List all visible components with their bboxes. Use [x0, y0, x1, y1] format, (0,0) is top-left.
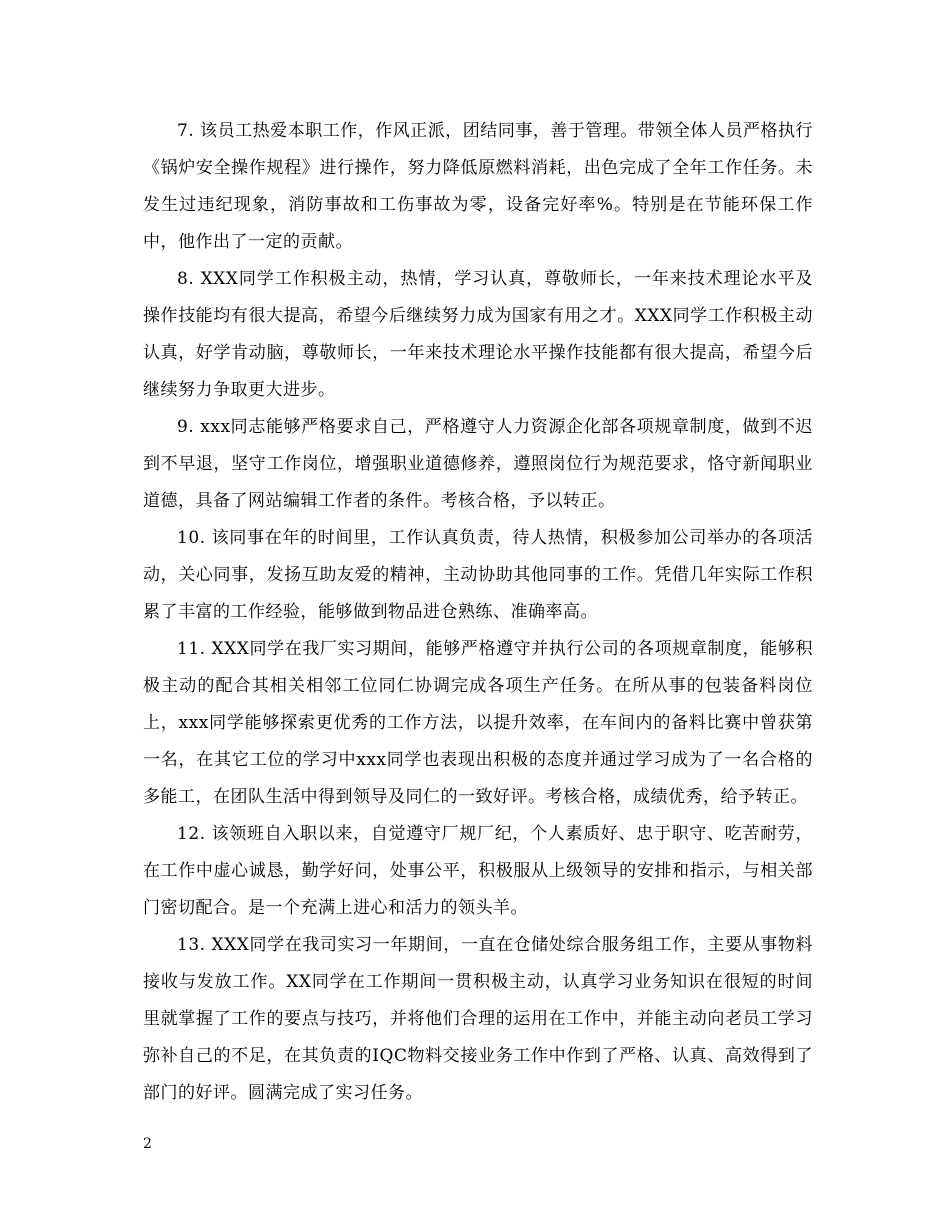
paragraph-8: 8. XXX同学工作积极主动，热情，学习认真，尊敬师长，一年来技术理论水平及操作技能均有很大提高，希望今后继续努力成为国家有用之才。XXX同学工作积极主动认真，好学肯动脑，尊敬师长，一年来技术理论水平操作技能都有很大提高，希望今后继续努力争取更大进步。	[143, 269, 813, 400]
paragraph-13: 13. XXX同学在我司实习一年期间，一直在仓储处综合服务组工作，主要从事物料接收与发放工作。XX同学在工作期间一贯积极主动，认真学习业务知识在很短的时间里就掌握了工作的要点与技巧，并将他们合理的运用在工作中，并能主动向老员工学习弥补自己的不足，在其负责的IQC物料交接业务工作中作到了严格、认真、高效得到了部门的好评。圆满完成了实习任务。	[143, 935, 813, 1103]
paragraph-10: 10. 该同事在年的时间里，工作认真负责，待人热情，积极参加公司举办的各项活动，关心同事，发扬互助友爱的精神，主动协助其他同事的工作。凭借几年实际工作积累了丰富的工作经验，能够做到物品进仓熟练、准确率高。	[143, 528, 813, 622]
paragraph-11: 11. XXX同学在我厂实习期间，能够严格遵守并执行公司的各项规章制度，能够积极主动的配合其相关相邻工位同仁协调完成各项生产任务。在所从事的包装备料岗位上，xxx同学能够探索更优秀的工作方法，以提升效率，在车间内的备料比赛中曾获第一名，在其它工位的学习中xxx同学也表现出积极的态度并通过学习成为了一名合格的多能工，在团队生活中得到领导及同仁的一致好评。考核合格，成绩优秀，给予转正。	[143, 639, 813, 807]
paragraph-7: 7. 该员工热爱本职工作，作风正派，团结同事，善于管理。带领全体人员严格执行《锅炉安全操作规程》进行操作，努力降低原燃料消耗，出色完成了全年工作任务。未发生过违纪现象，消防事故和工伤事故为零，设备完好率%。特别是在节能环保工作中，他作出了一定的贡献。	[143, 121, 813, 252]
paragraph-9: 9. xxx同志能够严格要求自己，严格遵守人力资源企化部各项规章制度，做到不迟到不早退，坚守工作岗位，增强职业道德修养，遵照岗位行为规范要求，恪守新闻职业道德，具备了网站编辑工作者的条件。考核合格，予以转正。	[143, 417, 813, 511]
paragraph-12: 12. 该领班自入职以来，自觉遵守厂规厂纪，个人素质好、忠于职守、吃苦耐劳，在工作中虚心诚恳，勤学好问，处事公平，积极服从上级领导的安排和指示，与相关部门密切配合。是一个充满上进心和活力的领头羊。	[143, 824, 813, 918]
document-body	[143, 113, 813, 1112]
page-number: 2	[143, 1136, 152, 1152]
